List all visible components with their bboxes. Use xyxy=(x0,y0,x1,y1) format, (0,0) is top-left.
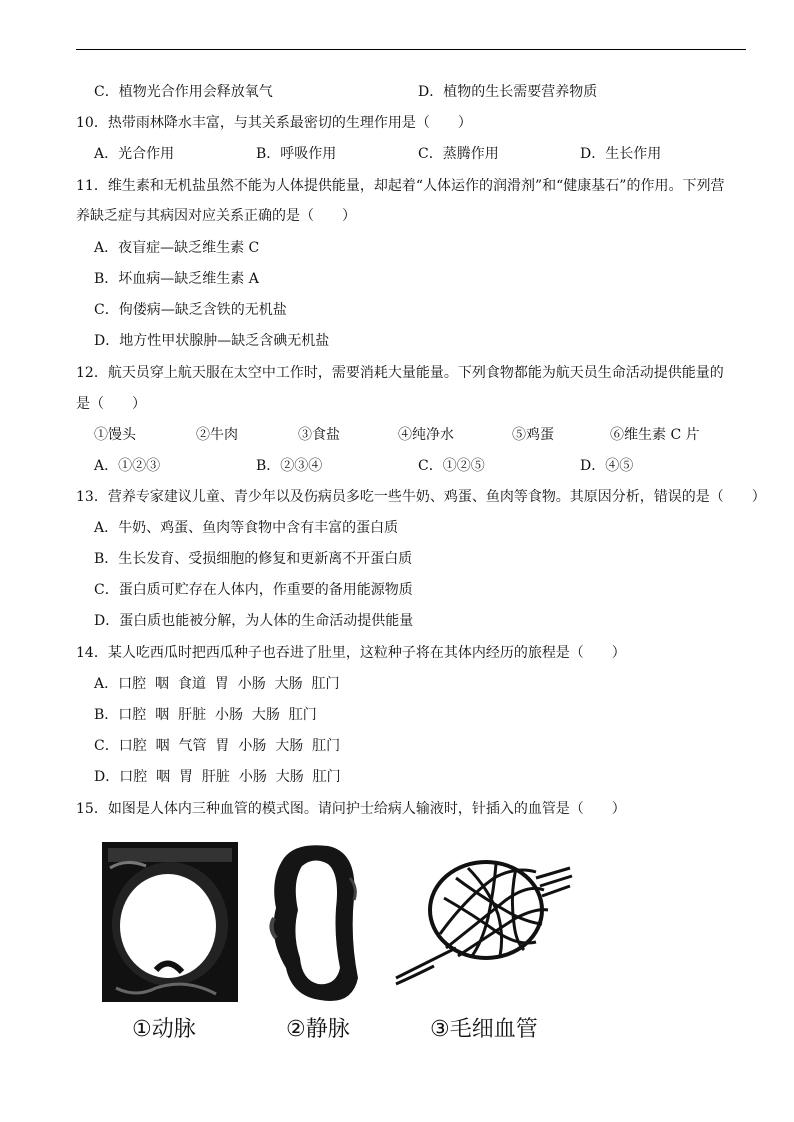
blood-vessel-figure xyxy=(96,838,576,1008)
q12-item-3: ③食盐 xyxy=(298,427,340,443)
q12-option-c: C．①②⑤ xyxy=(418,458,485,474)
q9-option-d: D．植物的生长需要营养物质 xyxy=(418,84,598,100)
q15-stem: 15．如图是人体内三种血管的模式图。请问护士给病人输液时，针插入的血管是（ ） xyxy=(76,801,626,817)
q14-stem: 14．某人吃西瓜时把西瓜种子也吞进了肚里，这粒种子将在其体内经历的旅程是（ ） xyxy=(76,645,626,661)
q10-option-c: C．蒸腾作用 xyxy=(418,146,499,162)
q12-item-4: ④纯净水 xyxy=(398,427,454,443)
vein-label: ②静脉 xyxy=(286,1017,350,1042)
q14-option-d: D．口腔 咽 胃 肝脏 小肠 大肠 肛门 xyxy=(94,769,341,785)
header-rule xyxy=(76,49,746,50)
q10-option-d: D．生长作用 xyxy=(580,146,662,162)
q12-option-a: A．①②③ xyxy=(94,458,161,474)
artery-illustration xyxy=(102,842,238,1002)
q12-item-2: ②牛肉 xyxy=(196,427,238,443)
q11-stem-line2: 养缺乏症与其病因对应关系正确的是（ ） xyxy=(76,208,356,224)
q10-option-b: B．呼吸作用 xyxy=(256,146,337,162)
q12-option-d: D．④⑤ xyxy=(580,458,634,474)
vein-illustration xyxy=(268,842,358,1002)
q10-stem: 10．热带雨林降水丰富，与其关系最密切的生理作用是（ ） xyxy=(76,115,472,131)
q9-option-c: C．植物光合作用会释放氧气 xyxy=(94,84,273,100)
capillary-label: ③毛细血管 xyxy=(430,1017,538,1042)
q10-option-a: A．光合作用 xyxy=(94,146,175,162)
q11-option-b: B．坏血病—缺乏维生素 A xyxy=(94,271,259,287)
artery-label: ①动脉 xyxy=(132,1017,196,1042)
q14-option-b: B．口腔 咽 肝脏 小肠 大肠 肛门 xyxy=(94,707,317,723)
q14-option-a: A．口腔 咽 食道 胃 小肠 大肠 肛门 xyxy=(94,676,340,692)
q11-option-a: A．夜盲症—缺乏维生素 C xyxy=(94,240,260,256)
q11-stem-line1: 11．维生素和无机盐虽然不能为人体提供能量，却起着“人体运作的润滑剂”和“健康基石”的作用。下列营 xyxy=(76,178,725,194)
q12-item-6: ⑥维生素 C 片 xyxy=(610,427,700,443)
q12-stem-line1: 12．航天员穿上航天服在太空中工作时，需要消耗大量能量。下列食物都能为航天员生命活动提供能量的 xyxy=(76,365,724,381)
capillary-illustration xyxy=(396,862,572,984)
q12-item-1: ①馒头 xyxy=(94,427,136,443)
q14-option-c: C．口腔 咽 气管 胃 小肠 大肠 肛门 xyxy=(94,738,341,754)
q11-option-d: D．地方性甲状腺肿—缺乏含碘无机盐 xyxy=(94,333,330,349)
q12-item-5: ⑤鸡蛋 xyxy=(512,427,554,443)
q13-stem: 13．营养专家建议儿童、青少年以及伤病员多吃一些牛奶、鸡蛋、鱼肉等食物。其原因分析，错误的是（ ） xyxy=(76,489,766,505)
q12-option-b: B．②③④ xyxy=(256,458,323,474)
q13-option-a: A．牛奶、鸡蛋、鱼肉等食物中含有丰富的蛋白质 xyxy=(94,520,399,536)
q13-option-d: D．蛋白质也能被分解，为人体的生命活动提供能量 xyxy=(94,613,414,629)
q13-option-c: C．蛋白质可贮存在人体内，作重要的备用能源物质 xyxy=(94,582,413,598)
q12-stem-line2: 是（ ） xyxy=(76,396,146,412)
q13-option-b: B．生长发育、受损细胞的修复和更新离不开蛋白质 xyxy=(94,551,413,567)
q11-option-c: C．佝偻病—缺乏含铁的无机盐 xyxy=(94,302,287,318)
